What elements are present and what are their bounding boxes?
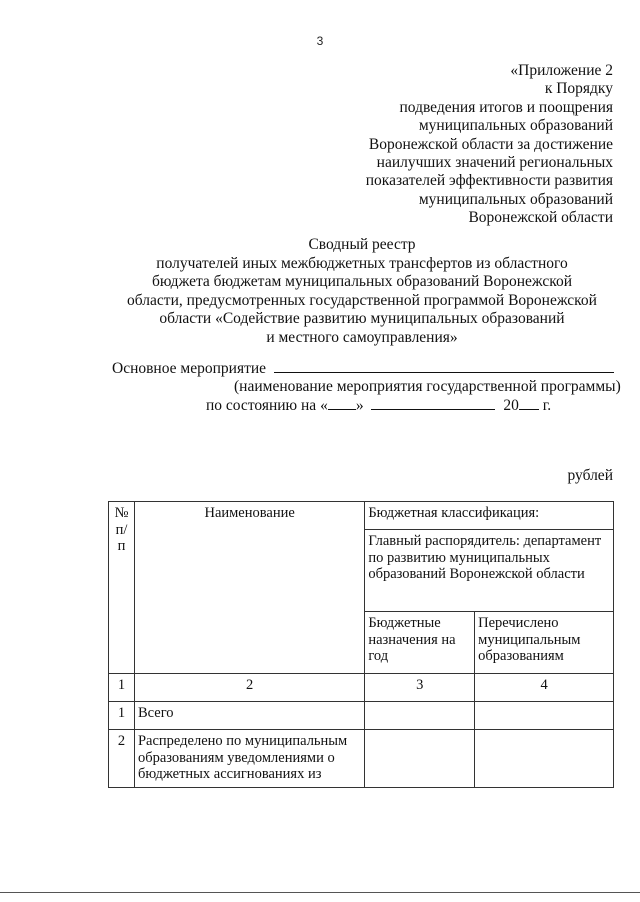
title-line: области «Содействие развитию муниципальных образований (159, 310, 565, 328)
page-number: 3 (316, 34, 324, 48)
year-prefix: 20 (503, 397, 519, 414)
title-line: Сводный реестр (308, 236, 416, 253)
page-bottom-rule (0, 892, 640, 893)
header-row (109, 502, 614, 530)
row-num: 1 (109, 702, 135, 730)
appendix-line: «Приложение 2 (510, 62, 613, 79)
column-number-row (109, 674, 614, 702)
column-number: 2 (134, 674, 364, 702)
as-of-mid: » (355, 397, 364, 414)
row-name: Всего (134, 702, 364, 730)
appendix-line: показателей эффективности развития (365, 172, 613, 190)
appendix-line: Воронежской области за достижение (368, 135, 613, 153)
as-of-prefix: по состоянию на « (206, 397, 328, 414)
day-blank (328, 397, 356, 410)
header-transferred: Перечислено муниципальным образованиям (475, 612, 614, 674)
header-num: № п/п (109, 502, 135, 674)
main-measure-field (112, 360, 614, 378)
document-title (0, 236, 640, 348)
year-blank (519, 397, 539, 410)
registry-table (108, 501, 614, 788)
appendix-line: наилучших значений региональных (376, 154, 613, 172)
appendix-line: к Порядку (544, 80, 613, 98)
header-main-manager: Главный распорядитель: департамент по развитию муниципальных образований Воронежской области (365, 530, 614, 612)
appendix-header (283, 62, 613, 228)
column-number: 1 (109, 674, 135, 702)
main-measure-label: Основное мероприятие (112, 360, 267, 377)
appendix-line: муниципальных образований (418, 117, 613, 135)
title-line: области, предусмотренных государственной программой Воронежской (127, 291, 597, 309)
year-suffix: г. (542, 397, 552, 414)
row-budget-allocations (365, 702, 475, 730)
column-number: 4 (475, 674, 614, 702)
currency-label: рублей (567, 467, 613, 484)
table-row (109, 702, 614, 730)
row-name: Распределено по муниципальным образованиям уведомлениями о бюджетных ассигнованиях из (134, 730, 364, 788)
header-name: Наименование (134, 502, 364, 674)
main-measure-note: (наименование мероприятия государственной программы) (234, 378, 621, 395)
appendix-line: подведения итогов и поощрения (399, 98, 613, 116)
title-line: получателей иных межбюджетных трансфертов из областного (156, 254, 568, 272)
main-measure-blank (274, 360, 614, 373)
appendix-line: муниципальных образований (418, 190, 613, 208)
column-number: 3 (365, 674, 475, 702)
title-line: и местного самоуправления» (266, 328, 458, 346)
title-line: бюджета бюджетам муниципальных образований Воронежской (152, 273, 572, 291)
as-of-date (206, 397, 551, 415)
row-transferred (475, 730, 614, 788)
row-transferred (475, 702, 614, 730)
header-budget-classification: Бюджетная классификация: (365, 502, 614, 530)
row-budget-allocations (365, 730, 475, 788)
row-num: 2 (109, 730, 135, 788)
header-budget-allocations: Бюджетные назначения на год (365, 612, 475, 674)
table-row (109, 730, 614, 788)
appendix-line: Воронежской области (468, 209, 613, 227)
month-blank (371, 397, 495, 410)
